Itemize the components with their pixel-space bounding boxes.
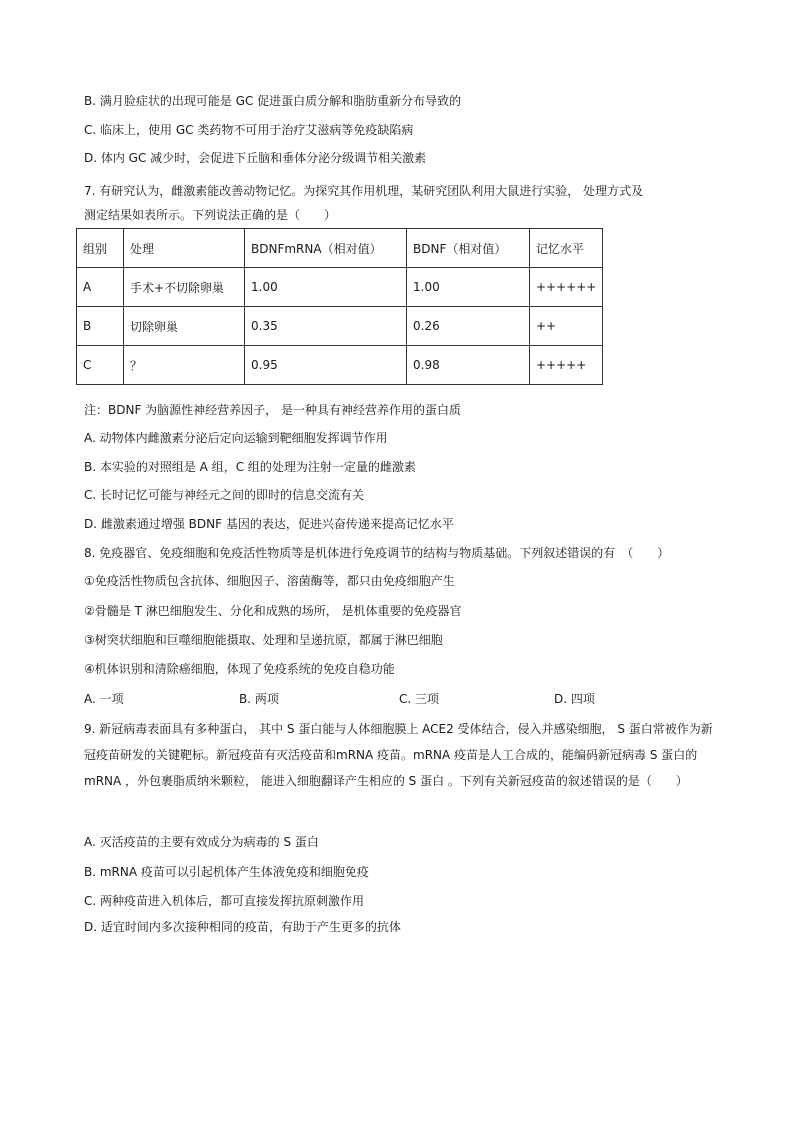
table-cell: +++++ <box>530 346 603 385</box>
q7-option-b: B. 本实验的对照组是 A 组，C 组的处理为注射一定量的雌激素 <box>84 460 416 474</box>
q8-statement-1: ①免疫活性物质包含抗体、细胞因子、溶菌酶等，都只由免疫细胞产生 <box>84 574 455 588</box>
table-header-cell: 组别 <box>77 229 124 268</box>
q8-option-a: A. 一项 <box>84 692 124 706</box>
table-cell: 手术+不切除卵巢 <box>124 268 245 307</box>
q9-option-c: C. 两种疫苗进入机体后，都可直接发挥抗原刺激作用 <box>84 894 365 908</box>
q8-statement-3: ③树突状细胞和巨噬细胞能摄取、处理和呈递抗原，都属于淋巴细胞 <box>84 633 443 647</box>
table-header-cell: 记忆水平 <box>530 229 603 268</box>
q7-table-note: 注：BDNF 为脑源性神经营养因子， 是一种具有神经营养作用的蛋白质 <box>84 403 461 417</box>
table-cell: A <box>77 268 124 307</box>
table-cell: ++++++ <box>530 268 603 307</box>
table-cell: 1.00 <box>245 268 407 307</box>
q7-data-table <box>76 228 603 385</box>
table-cell: ++ <box>530 307 603 346</box>
table-header-row <box>77 229 603 268</box>
q8-options <box>84 690 724 706</box>
table-cell: 1.00 <box>407 268 530 307</box>
q8-statement-2: ②骨髓是 T 淋巴细胞发生、分化和成熟的场所， 是机体重要的免疫器官 <box>84 604 462 618</box>
table-cell: 0.26 <box>407 307 530 346</box>
table-cell: 0.95 <box>245 346 407 385</box>
table-cell: 切除卵巢 <box>124 307 245 346</box>
q7-option-d: D. 雌激素通过增强 BDNF 基因的表达，促进兴奋传递来提高记忆水平 <box>84 517 454 531</box>
q9-option-b: B. mRNA 疫苗可以引起机体产生体液免疫和细胞免疫 <box>84 865 369 879</box>
q8-option-c: C. 三项 <box>399 692 440 706</box>
table-cell: C <box>77 346 124 385</box>
table-row <box>77 346 603 385</box>
table-cell: ？ <box>124 346 245 385</box>
q8-stem: 8. 免疫器官、免疫细胞和免疫活性物质等是机体进行免疫调节的结构与物质基础。下列叙述错误的有 （ ） <box>84 546 670 560</box>
table-cell: 0.35 <box>245 307 407 346</box>
table-header-cell: BDNFmRNA（相对值） <box>245 229 407 268</box>
q9-option-d: D. 适宜时间内多次接种相同的疫苗，有助于产生更多的抗体 <box>84 920 401 934</box>
q8-option-b: B. 两项 <box>239 692 279 706</box>
q9-stem: 9. 新冠病毒表面具有多种蛋白， 其中 S 蛋白能与人体细胞膜上 ACE2 受体结合，侵入并感染细胞， S 蛋白常被作为新冠疫苗研发的关键靶标。新冠疫苗有灭活疫苗和mRNA 疫苗。mRNA 疫苗是人工合成的，能编码新冠病毒 S 蛋白的 mRNA ，外包裹脂质纳米颗粒， 能进入细胞翻译产生相应的 S 蛋白 。下列有关新冠疫苗的叙述错误的是（ ） <box>84 722 713 788</box>
table-row <box>77 268 603 307</box>
q6-option-b: B. 满月脸症状的出现可能是 GC 促进蛋白质分解和脂肪重新分布导致的 <box>84 94 462 108</box>
q7-stem-line2: 测定结果如表所示。下列说法正确的是（ ） <box>84 208 337 222</box>
table-header-cell: BDNF（相对值） <box>407 229 530 268</box>
q6-option-c: C. 临床上，使用 GC 类药物不可用于治疗艾滋病等免疫缺陷病 <box>84 123 414 137</box>
q7-stem-line1: 7. 有研究认为，雌激素能改善动物记忆。为探究其作用机理，某研究团队利用大鼠进行实验， 处理方式及 <box>84 184 644 198</box>
q7-option-a: A. 动物体内雌激素分泌后定向运输到靶细胞发挥调节作用 <box>84 431 388 445</box>
q7-option-c: C. 长时记忆可能与神经元之间的即时的信息交流有关 <box>84 488 365 502</box>
q9-option-a: A. 灭活疫苗的主要有效成分为病毒的 S 蛋白 <box>84 835 319 849</box>
table-cell: 0.98 <box>407 346 530 385</box>
table-cell: B <box>77 307 124 346</box>
table-header-cell: 处理 <box>124 229 245 268</box>
q8-statement-4: ④机体识别和清除癌细胞，体现了免疫系统的免疫自稳功能 <box>84 662 395 676</box>
q6-option-d: D. 体内 GC 减少时，会促进下丘脑和垂体分泌分级调节相关激素 <box>84 151 427 165</box>
table-row <box>77 307 603 346</box>
q8-option-d: D. 四项 <box>554 692 595 706</box>
